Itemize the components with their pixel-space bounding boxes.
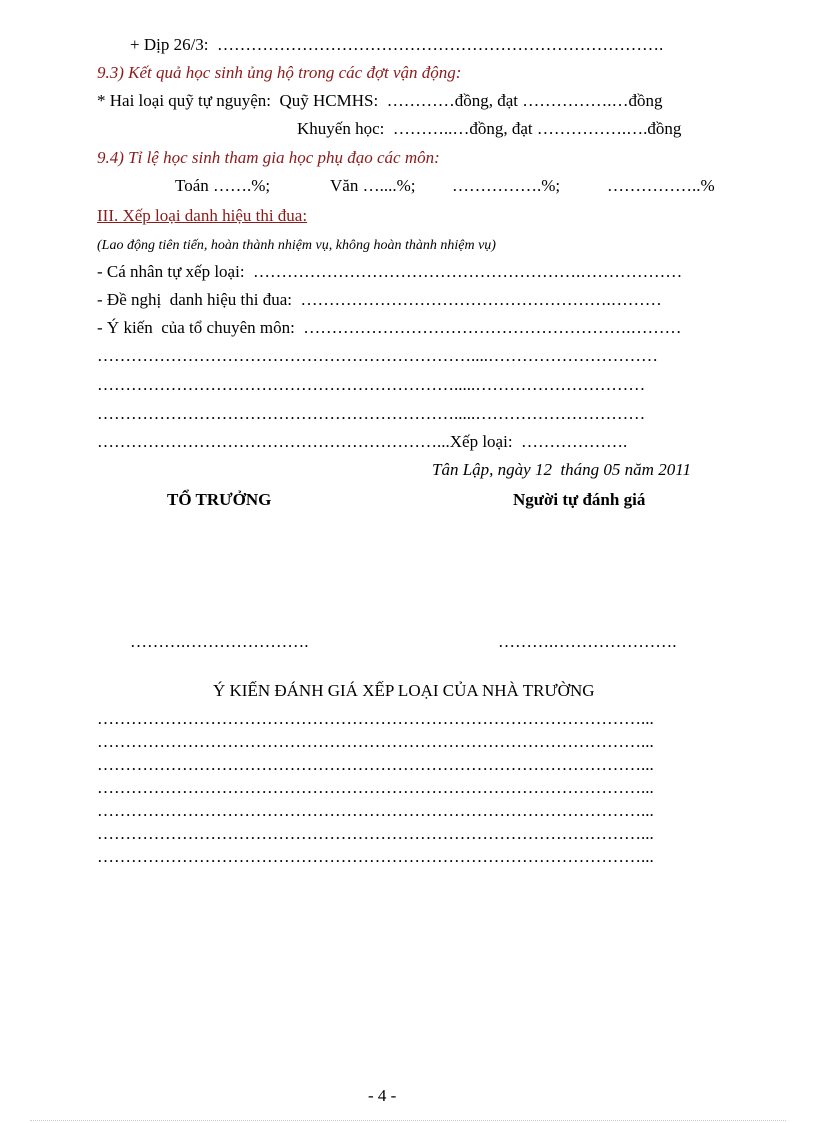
nguoi-tu-danh-gia-label: Người tự đánh giá xyxy=(513,490,646,509)
section-iii-note: (Lao động tiên tiến, hoàn thành nhiệm vụ, không hoàn thành nhiệm vụ) xyxy=(97,238,496,253)
truong-dotted-line: ……………………………………………………………………………………... xyxy=(97,801,654,820)
subject-van: Văn …....%; xyxy=(330,176,416,195)
date-line: Tân Lập, ngày 12 tháng 05 năm 2011 xyxy=(432,460,691,479)
subject-toan: Toán …….%; xyxy=(175,176,271,195)
subject-blank-1: …………….%; xyxy=(452,176,561,195)
truong-dotted-line: ……………………………………………………………………………………... xyxy=(97,847,654,866)
ca-nhan-line: - Cá nhân tự xếp loại: ………………………………………………….……………… xyxy=(97,262,683,281)
dotted-line: ……………………………………………………….....………………………… xyxy=(97,404,646,423)
de-nghi-line: - Đề nghị danh hiệu thi đua: ……………………………………………….……… xyxy=(97,290,662,309)
xep-loai-line: ……………………………………………………...Xếp loại: ………………. xyxy=(97,432,628,451)
truong-dotted-line: ……………………………………………………………………………………... xyxy=(97,709,654,728)
dip-26-3-line: + Dịp 26/3: ……………………………………………………………………. xyxy=(130,35,664,54)
dotted-line: ……………………………………………………….....………………………… xyxy=(97,375,646,394)
truong-dotted-line: ……………………………………………………………………………………... xyxy=(97,824,654,843)
signature-line-left: ……….…………………. xyxy=(130,632,309,651)
subject-blank-2: ……………..% xyxy=(607,176,715,195)
truong-dotted-line: ……………………………………………………………………………………... xyxy=(97,755,654,774)
section-9-3-heading: 9.3) Kết quả học sinh ủng hộ trong các đợt vận động: xyxy=(97,63,462,82)
signature-line-right: ……….…………………. xyxy=(498,632,677,651)
truong-dotted-line: ……………………………………………………………………………………... xyxy=(97,778,654,797)
section-iii-heading: III. Xếp loại danh hiệu thi đua: xyxy=(97,206,308,225)
truong-dotted-line: ……………………………………………………………………………………... xyxy=(97,732,654,751)
quy-line-1: * Hai loại quỹ tự nguyện: Quỹ HCMHS: …………đồng, đạt …………….…đồng xyxy=(97,91,663,110)
to-truong-label: TỔ TRƯỞNG xyxy=(167,490,272,509)
section-9-4-heading: 9.4) Tỉ lệ học sinh tham gia học phụ đạo các môn: xyxy=(97,148,440,167)
page-number: - 4 - xyxy=(368,1086,397,1105)
dotted-line: …………………………………………………………....………………………… xyxy=(97,346,658,365)
page-bottom-rule xyxy=(30,1120,786,1121)
truong-heading: Ý KIẾN ĐÁNH GIÁ XẾP LOẠI CỦA NHÀ TRƯỜNG xyxy=(213,681,595,700)
y-kien-to-line: - Ý kiến của tổ chuyên môn: ………………………………………………….……… xyxy=(97,318,682,337)
quy-line-2: Khuyến học: ………..…đồng, đạt …………….….đồng xyxy=(297,119,682,138)
